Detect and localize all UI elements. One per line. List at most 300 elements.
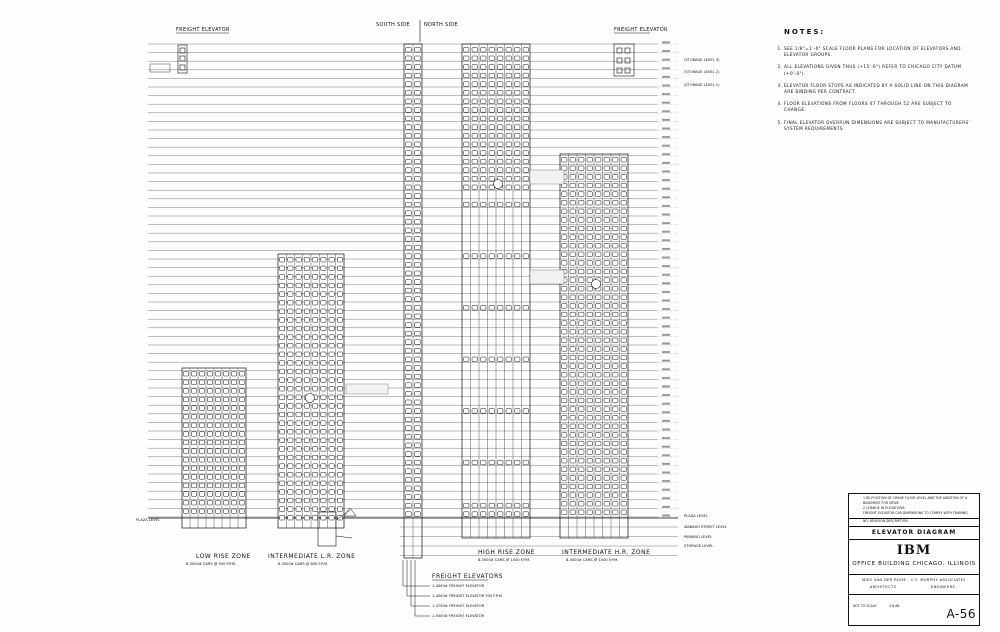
floor-stop-mark — [406, 176, 412, 181]
floor-stop-mark — [464, 254, 469, 259]
floor-stop-mark — [288, 515, 293, 520]
floor-stop-mark — [613, 510, 618, 515]
floor-stop-mark — [207, 397, 212, 402]
floor-stop-mark — [223, 492, 228, 497]
floor-stop-mark — [415, 288, 421, 293]
floor-stop-mark — [613, 424, 618, 429]
floor-stop-mark — [579, 433, 584, 438]
floor-stop-mark — [481, 185, 486, 190]
floor-stop-mark — [337, 361, 342, 366]
floor-stop-mark — [296, 275, 301, 280]
floor-stop-mark — [498, 409, 503, 414]
floor-stop-mark — [337, 318, 342, 323]
floor-stop-mark — [523, 90, 528, 95]
floor-stop-mark — [562, 304, 567, 309]
floor-stop-mark — [321, 275, 326, 280]
floor-stop-mark — [215, 440, 220, 445]
floor-stop-mark — [329, 335, 334, 340]
floor-stop-mark — [596, 433, 601, 438]
floor-stop-mark — [506, 305, 511, 310]
floor-stop-mark — [406, 133, 412, 138]
floor-stop-mark — [596, 183, 601, 188]
floor-stop-mark — [304, 438, 309, 443]
floor-stop-mark — [296, 472, 301, 477]
floor-stop-mark — [621, 458, 626, 463]
floor-stop-mark — [312, 481, 317, 486]
floor-stop-mark — [596, 493, 601, 498]
floor-stop-mark — [312, 369, 317, 374]
floor-stop-mark — [570, 364, 575, 369]
floor-stop-mark — [231, 500, 236, 505]
floor-stop-mark — [321, 404, 326, 409]
floor-stop-mark — [587, 175, 592, 180]
floor-stop-mark — [562, 338, 567, 343]
floor-stop-mark — [312, 498, 317, 503]
floor-stop-mark — [604, 450, 609, 455]
floor-stop-mark — [337, 438, 342, 443]
elevation-mark — [662, 446, 670, 448]
floor-stop-mark — [199, 466, 204, 471]
floor-stop-mark — [515, 108, 520, 113]
zone-intermediate-lr: INTERMEDIATE L.R. ZONE — [268, 553, 356, 560]
floor-stop-mark — [579, 372, 584, 377]
floor-stop-mark — [288, 309, 293, 314]
floor-stop-mark — [415, 340, 421, 345]
floor-stop-mark — [506, 142, 511, 147]
floor-stop-mark — [596, 467, 601, 472]
floor-stop-mark — [329, 515, 334, 520]
floor-stop-mark — [191, 475, 196, 480]
floor-stop-mark — [415, 228, 421, 233]
floor-stop-mark — [515, 159, 520, 164]
floor-stop-mark — [489, 254, 494, 259]
floor-stop-mark — [506, 108, 511, 113]
floor-stop-mark — [321, 472, 326, 477]
side-markers — [376, 20, 458, 42]
floor-stop-mark — [587, 493, 592, 498]
floor-stop-mark — [304, 498, 309, 503]
floor-stop-mark — [596, 166, 601, 171]
floor-stop-mark — [579, 424, 584, 429]
floor-stop-mark — [239, 475, 244, 480]
floor-stop-mark — [415, 391, 421, 396]
floor-stop-mark — [579, 209, 584, 214]
floor-stop-mark — [231, 457, 236, 462]
floor-stop-mark — [506, 185, 511, 190]
floor-stop-mark — [304, 455, 309, 460]
floor-stop-mark — [296, 283, 301, 288]
floor-stop-mark — [515, 133, 520, 138]
floor-stop-mark — [415, 56, 421, 61]
floor-stop-mark — [288, 283, 293, 288]
floor-stop-mark — [279, 257, 284, 262]
floor-stop-mark — [562, 329, 567, 334]
floor-stop-mark — [304, 283, 309, 288]
floor-stop-mark — [523, 47, 528, 52]
floor-stop-mark — [523, 503, 528, 508]
floor-stop-mark — [587, 243, 592, 248]
floor-stop-mark — [489, 168, 494, 173]
floor-stop-mark — [406, 460, 412, 465]
elevation-mark — [662, 463, 670, 465]
floor-stop-mark — [621, 243, 626, 248]
floor-stop-mark — [464, 73, 469, 78]
floor-stop-mark — [523, 254, 528, 259]
floor-stop-mark — [296, 318, 301, 323]
floor-stop-mark — [239, 440, 244, 445]
floor-stop-mark — [464, 90, 469, 95]
floor-stop-mark — [183, 380, 188, 385]
floor-stop-mark — [489, 73, 494, 78]
floor-stop-mark — [562, 200, 567, 205]
floor-stop-mark — [587, 166, 592, 171]
floor-stop-mark — [337, 455, 342, 460]
elevation-mark — [662, 334, 670, 336]
floor-stop-mark — [570, 398, 575, 403]
floor-stop-mark — [415, 297, 421, 302]
freight-note-3: 1-4750# FREIGHT ELEVATOR — [432, 604, 485, 608]
floor-stop-mark — [621, 175, 626, 180]
floor-stop-mark — [604, 407, 609, 412]
floor-stop-mark — [304, 361, 309, 366]
floor-stop-mark — [596, 501, 601, 506]
floor-stop-mark — [562, 415, 567, 420]
floor-stop-mark — [570, 424, 575, 429]
floor-stop-mark — [415, 211, 421, 216]
floor-stop-mark — [329, 472, 334, 477]
floor-stop-mark — [231, 389, 236, 394]
floor-stop-mark — [183, 406, 188, 411]
floor-stop-mark — [587, 295, 592, 300]
floor-stop-mark — [406, 417, 412, 422]
floor-stop-mark — [207, 483, 212, 488]
floor-stop-mark — [472, 151, 477, 156]
floor-stop-mark — [570, 510, 575, 515]
floor-stop-mark — [481, 142, 486, 147]
floor-stop-mark — [489, 159, 494, 164]
floor-stop-mark — [312, 275, 317, 280]
floor-stop-mark — [587, 286, 592, 291]
floor-stop-mark — [231, 397, 236, 402]
floor-stop-mark — [587, 252, 592, 257]
floor-stop-mark — [523, 133, 528, 138]
floor-stop-mark — [596, 243, 601, 248]
elevation-mark — [662, 110, 670, 112]
floor-stop-mark — [515, 460, 520, 465]
floor-stop-mark — [207, 440, 212, 445]
floor-stop-mark — [406, 47, 412, 52]
floor-stop-mark — [406, 90, 412, 95]
floor-stop-mark — [489, 47, 494, 52]
floor-stop-mark — [596, 424, 601, 429]
floor-stop-mark — [570, 243, 575, 248]
floor-stop-mark — [337, 429, 342, 434]
revision-header: NO. REVISION DESCRIPTION — [863, 519, 908, 523]
floor-stop-mark — [329, 283, 334, 288]
floor-stop-mark — [207, 432, 212, 437]
floor-stop-mark — [337, 352, 342, 357]
floor-stop-mark — [406, 202, 412, 207]
freight-note-2: 1-4000# FREIGHT ELEVATOR 700 F.P.M. — [432, 594, 503, 598]
floor-stop-mark — [472, 73, 477, 78]
floor-stop-mark — [621, 467, 626, 472]
floor-stop-mark — [562, 252, 567, 257]
floor-stop-mark — [498, 56, 503, 61]
floor-stop-mark — [321, 515, 326, 520]
floor-stop-mark — [579, 338, 584, 343]
floor-stop-mark — [191, 449, 196, 454]
floor-stop-mark — [472, 56, 477, 61]
floor-stop-mark — [279, 421, 284, 426]
elevation-mark — [662, 437, 670, 439]
floor-stop-mark — [523, 125, 528, 130]
floor-stop-mark — [329, 309, 334, 314]
floor-stop-mark — [415, 133, 421, 138]
floor-stop-mark — [481, 202, 486, 207]
floor-stop-mark — [464, 116, 469, 121]
zone-low-rise: LOW RISE ZONE — [196, 553, 251, 560]
floor-stop-mark — [279, 404, 284, 409]
note-item-5: 5. FINAL ELEVATOR OVERRUN DIMENSIONS ARE SUBJECT TO MANUFACTURERS' SYSTEM REQUIREMENTS. — [784, 120, 975, 132]
floor-stop-mark — [562, 218, 567, 223]
floor-stop-mark — [579, 510, 584, 515]
floor-stop-mark — [231, 509, 236, 514]
floor-stop-mark — [489, 82, 494, 87]
floor-stop-mark — [279, 438, 284, 443]
floor-stop-mark — [481, 512, 486, 517]
floor-stop-mark — [596, 415, 601, 420]
floor-stop-mark — [406, 159, 412, 164]
floor-stop-mark — [613, 355, 618, 360]
floor-stop-mark — [621, 269, 626, 274]
floor-stop-mark — [579, 157, 584, 162]
floor-stop-mark — [223, 440, 228, 445]
floor-stop-mark — [406, 340, 412, 345]
floor-stop-mark — [279, 343, 284, 348]
floor-stop-mark — [207, 380, 212, 385]
floor-stop-mark — [415, 73, 421, 78]
floor-stop-mark — [279, 292, 284, 297]
floor-stop-mark — [596, 441, 601, 446]
floor-stop-mark — [296, 507, 301, 512]
elevation-mark — [662, 42, 670, 44]
floor-stop-mark — [613, 235, 618, 240]
floor-stop-mark — [312, 421, 317, 426]
floor-stop-mark — [415, 237, 421, 242]
floor-stop-mark — [481, 108, 486, 113]
floor-stop-mark — [215, 475, 220, 480]
floor-stop-mark — [481, 99, 486, 104]
floor-stop-mark — [406, 400, 412, 405]
floor-stop-mark — [579, 304, 584, 309]
floor-stop-mark — [199, 397, 204, 402]
floor-stop-mark — [596, 235, 601, 240]
floor-stop-mark — [406, 142, 412, 147]
floor-stop-mark — [604, 372, 609, 377]
floor-stop-mark — [523, 202, 528, 207]
floor-stop-mark — [415, 262, 421, 267]
floor-stop-mark — [223, 423, 228, 428]
floor-stop-mark — [464, 65, 469, 70]
floor-stop-mark — [579, 476, 584, 481]
floor-stop-mark — [604, 398, 609, 403]
floor-stop-mark — [587, 183, 592, 188]
floor-stop-mark — [279, 369, 284, 374]
floor-stop-mark — [604, 329, 609, 334]
floor-stop-mark — [304, 507, 309, 512]
floor-stop-mark — [621, 501, 626, 506]
floor-stop-mark — [406, 443, 412, 448]
floor-stop-mark — [481, 460, 486, 465]
zone-marker-circle — [306, 394, 315, 403]
floor-stop-mark — [312, 490, 317, 495]
floor-stop-mark — [406, 185, 412, 190]
floor-stop-mark — [579, 501, 584, 506]
floor-stop-mark — [587, 415, 592, 420]
note-item-1: 1. SEE 1/8"=1'-0" SCALE FLOOR PLANS FOR LOCATION OF ELEVATORS AND ELEVATOR GROUPS. — [784, 46, 975, 58]
elevation-mark — [662, 85, 670, 87]
floor-stop-mark — [415, 409, 421, 414]
floor-stop-mark — [279, 481, 284, 486]
floor-stop-mark — [304, 429, 309, 434]
freight-note-4: 1-5000# FREIGHT ELEVATOR — [432, 614, 485, 618]
floor-stop-mark — [296, 438, 301, 443]
floor-stop-mark — [472, 254, 477, 259]
floor-stop-mark — [304, 515, 309, 520]
callout-note-box — [530, 170, 564, 184]
floor-stop-mark — [304, 386, 309, 391]
architects-label: ARCHITECTS — [869, 585, 897, 589]
elevation-mark — [662, 128, 670, 130]
floor-stop-mark — [613, 381, 618, 386]
floor-stop-mark — [596, 312, 601, 317]
floor-stop-mark — [570, 209, 575, 214]
floor-stop-mark — [579, 261, 584, 266]
floor-stop-mark — [296, 395, 301, 400]
floor-stop-mark — [199, 475, 204, 480]
floor-stop-mark — [279, 429, 284, 434]
floor-stop-mark — [562, 450, 567, 455]
floor-stop-mark — [312, 386, 317, 391]
floor-stop-mark — [288, 257, 293, 262]
floor-stop-mark — [321, 257, 326, 262]
floor-stop-mark — [587, 467, 592, 472]
elevation-mark — [662, 515, 670, 517]
floor-stop-mark — [579, 407, 584, 412]
floor-stop-mark — [415, 443, 421, 448]
floor-stop-mark — [570, 458, 575, 463]
floor-stop-mark — [329, 326, 334, 331]
floor-stop-mark — [329, 421, 334, 426]
floor-stop-mark — [288, 472, 293, 477]
floor-stop-mark — [279, 309, 284, 314]
floor-stop-mark — [279, 395, 284, 400]
floor-stop-mark — [613, 192, 618, 197]
floor-stop-mark — [489, 142, 494, 147]
floor-stop-mark — [191, 414, 196, 419]
floor-stop-mark — [506, 460, 511, 465]
floor-stop-mark — [406, 305, 412, 310]
floor-stop-mark — [288, 395, 293, 400]
floor-stop-mark — [596, 372, 601, 377]
floor-stop-mark — [464, 512, 469, 517]
floor-stop-mark — [406, 125, 412, 130]
floor-stop-mark — [562, 243, 567, 248]
floor-stop-mark — [570, 441, 575, 446]
revision-row-1: 1 RE-POSITION OF CRANE FLOOR LEVEL AND THE ADDITION OF A BASEMENT FOR DRIVE — [863, 496, 968, 505]
floor-stop-mark — [223, 414, 228, 419]
floor-stop-mark — [506, 357, 511, 362]
elevation-mark — [662, 257, 670, 259]
floor-stop-mark — [304, 292, 309, 297]
floor-stop-mark — [587, 476, 592, 481]
floor-stop-mark — [523, 116, 528, 121]
floor-stop-mark — [570, 347, 575, 352]
floor-stop-mark — [215, 449, 220, 454]
floor-stop-mark — [183, 466, 188, 471]
floor-stop-mark — [406, 168, 412, 173]
floor-stop-mark — [481, 409, 486, 414]
floor-stop-mark — [288, 447, 293, 452]
floor-stop-mark — [621, 355, 626, 360]
floor-stop-mark — [464, 47, 469, 52]
floor-stop-mark — [296, 429, 301, 434]
floor-stop-mark — [621, 433, 626, 438]
floor-stop-mark — [288, 326, 293, 331]
floor-stop-mark — [312, 361, 317, 366]
floor-stop-mark — [296, 412, 301, 417]
floor-stop-mark — [406, 434, 412, 439]
floor-stop-mark — [506, 99, 511, 104]
floor-stop-mark — [239, 389, 244, 394]
floor-stop-mark — [472, 202, 477, 207]
floor-stop-mark — [288, 386, 293, 391]
title-block — [848, 493, 980, 626]
floor-stop-mark — [570, 252, 575, 257]
floor-stop-mark — [481, 133, 486, 138]
callout-note-box — [346, 384, 388, 394]
floor-stop-mark — [604, 269, 609, 274]
floor-stop-mark — [321, 412, 326, 417]
floor-stop-mark — [562, 321, 567, 326]
floor-stop-mark — [337, 404, 342, 409]
elevation-mark — [662, 179, 670, 181]
floor-stop-mark — [406, 56, 412, 61]
floor-stop-mark — [604, 252, 609, 257]
elevation-mark — [662, 76, 670, 78]
floor-stop-mark — [613, 338, 618, 343]
floor-stop-mark — [231, 483, 236, 488]
mech-level-2: (STORAGE LEVEL 2) — [684, 70, 720, 74]
floor-stop-mark — [489, 116, 494, 121]
floor-stop-mark — [621, 364, 626, 369]
floor-stop-mark — [312, 343, 317, 348]
floor-stop-mark — [621, 252, 626, 257]
elevation-mark — [662, 360, 670, 362]
floor-stop-mark — [296, 309, 301, 314]
floor-stop-mark — [621, 493, 626, 498]
floor-stop-mark — [304, 335, 309, 340]
floor-stop-mark — [613, 476, 618, 481]
floor-stop-mark — [613, 295, 618, 300]
floor-stop-mark — [406, 108, 412, 113]
floor-stop-mark — [613, 218, 618, 223]
floor-stop-mark — [288, 369, 293, 374]
floor-stop-mark — [312, 292, 317, 297]
floor-stop-mark — [464, 409, 469, 414]
floor-stop-mark — [562, 235, 567, 240]
floor-stop-mark — [523, 512, 528, 517]
